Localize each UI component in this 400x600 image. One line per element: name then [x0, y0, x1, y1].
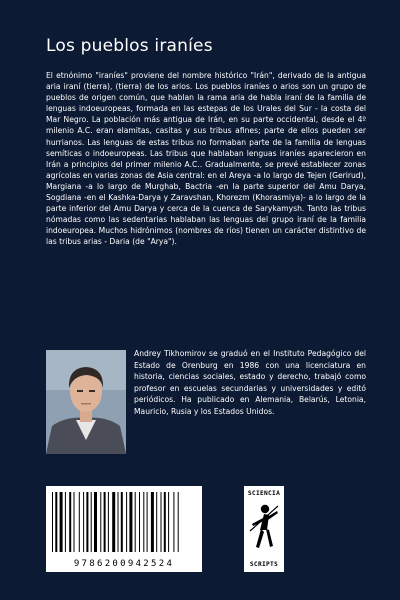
publisher-logo-top-word: SCIENCIA — [247, 490, 281, 497]
book-title: Los pueblos iraníes — [46, 36, 213, 56]
author-photo — [46, 350, 126, 454]
isbn-barcode — [46, 486, 202, 572]
scientist-figure-icon — [248, 500, 280, 556]
publisher-logo — [244, 486, 284, 572]
publisher-logo-bottom-word: SCRIPTS — [249, 561, 279, 568]
author-bio: Andrey Tikhomirov se graduó en el Instituto Pedagógico del Estado de Orenburg en 1986 con una licenciatura en historia, ciencias sociales, estado y derecho, trabajó como profesor en escuelas secundarias y universidades y editó periódicos. Ha publicado en Alemania, Belarús, Letonia, Mauricio, Rusia y los Estados Unidos. — [134, 349, 366, 416]
barcode-number: 9786200942524 — [73, 559, 175, 569]
book-description: El etnónimo "iraníes" proviene del nombre histórico "Irán", derivado de la antigua aria iraní (tierra), (tierra) de los arios. Los pueblos iraníes o arios son un grupo de pueblos de origen común, que hablan la rama aria de habla iraní de la familia de lenguas indoeuropeas, formada en las estepas de los Urales del Sur - la costa del Mar Negro. La población más antigua de Irán, en su parte occidental, desde el 4º milenio A.C. eran elamitas, casitas y sus tribus afines; parte de ellos pueden ser hurrianos. Las lenguas de estas tribus no formaban parte de la familia de lenguas semíticas o indoeuropeas. Las tribus que hablaban lenguas iraníes aparecieron en Irán a principios del primer milenio A.C.. Gradualmente, se prevé establecer zonas agrícolas en varias zonas de Asia central: en el Areya -a lo largo de Tejen (Gerirud), Margiana -a lo largo de Murghab, Bactria -en la parte superior del Amu Darya, Sogdiana -en el Kashka-Darya y Zaravshan, Khorezm (Khorasmiya)- a lo largo de la parte inferior del Amu Darya y cerca de la cuenca de Sarykamysh. Tanto las tribus nómadas como las sedentarias hablaban las lenguas del grupo iraní de la familia indoeuropea. Muchos hidrónimos (nombres de ríos) tienen un carácter distintivo de las tribus arias - Daria (de "Arya"). — [46, 71, 366, 247]
barcode-bars — [46, 486, 202, 558]
